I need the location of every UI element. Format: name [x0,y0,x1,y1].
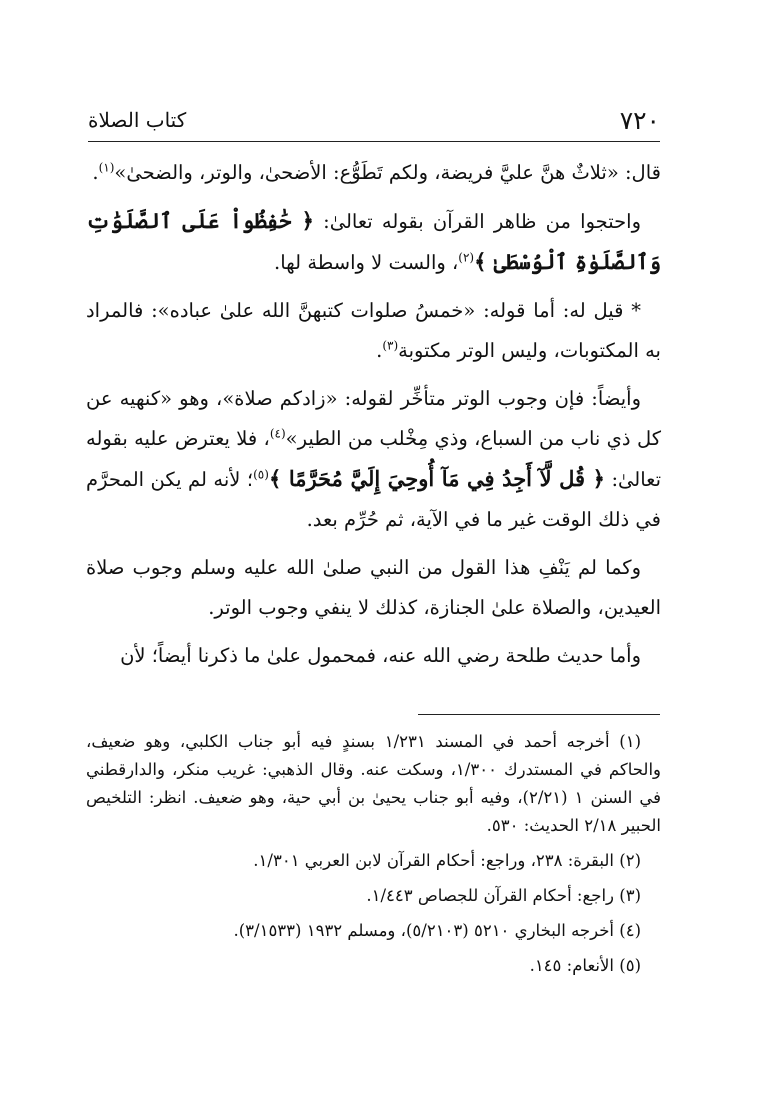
paragraph-4-text-b: ، فلا يعترض عليه بقوله تعالىٰ: [86,427,661,491]
paragraph-3 [86,291,661,371]
footnote-ref-5: (٥) [253,467,269,482]
footnotes [86,728,661,987]
footnote-1: (١) أخرجه أحمد في المسند ١/٢٣١ بسندٍ فيه أبو جناب الكلبي، وهو ضعيف، والحاكم في المستدرك ١/٣٠٠، وسكت عنه. وقال الذهبي: غريب منكر، والدارقطني في السنن ١ (٢/٢١)، وفيه أبو جناب يحيىٰ بن أبي حية، وهو ضعيف. انظر: التلخيص الحبير ٢/١٨ الحديث: ٥٣٠. [86,732,662,835]
quran-verse-1: ﴿ حَٰفِظُواْ عَلَى ٱلصَّلَوَٰتِ وَٱلصَّلَوٰةِ ٱلْوُسْطَىٰ ﴾ [86,208,661,274]
paragraph-4 [86,379,661,540]
footnote-4: (٤) أخرجه البخاري ٥٢١٠ (٥/٢١٠٣)، ومسلم ١٩٣٢ (٣/١٥٣٣). [233,921,641,940]
paragraph-6 [86,636,661,676]
paragraph-2-text-b: ، والست لا واسطة لها. [274,251,459,274]
footnote-ref-1: (١) [98,160,115,175]
footnote-ref-2: (٢) [458,250,475,265]
paragraph-6-text: وأما حديث طلحة رضي الله عنه، فمحمول علىٰ ما ذكرنا أيضاً؛ لأن [120,644,641,667]
paragraph-2-text-a: واحتجوا من ظاهر القرآن بقوله تعالىٰ: [313,210,641,233]
paragraph-4-text-a: وأيضاً: فإن وجوب الوتر متأخِّر لقوله: «زادكم صلاة»، وهو «كنهيه عن كل ذي ناب من السباع، وذي مِخْلب من الطير» [86,387,661,450]
footnote-3: (٣) راجع: أحكام القرآن للجصاص ١/٤٤٣. [366,886,641,905]
page-number: ٧٢٠ [619,106,660,135]
paragraph-1-text: قال: «ثلاثٌ هنَّ عليَّ فريضة، ولكم تَطَوُّع: الأضحىٰ، والوتر، والضحىٰ» [114,161,661,184]
paragraph-5-text: وكما لم يَنْفِ هذا القول من النبي صلىٰ الله عليه وسلم وجوب صلاة العيدين، والصلاة علىٰ الجنازة، كذلك لا ينفي وجوب الوتر. [86,556,661,619]
paragraph-4-text-c: ؛ لأنه لم يكن المحرَّم في ذلك الوقت غير ما في الآية، ثم حُرِّم بعد. [86,468,661,531]
paragraph-5 [86,548,661,628]
footnote-ref-3: (٣) [382,338,399,353]
footnote-5: (٥) الأنعام: ١٤٥. [529,956,641,975]
paragraph-3-end: . [376,339,383,362]
header-divider [88,141,660,142]
footnote-ref-4: (٤) [269,426,286,441]
paragraph-2 [86,201,661,283]
paragraph-1 [86,153,661,193]
paragraph-1-end: . [92,161,99,184]
page-header [88,104,660,134]
running-title: كتاب الصلاة [88,108,187,132]
footnote-divider [418,714,660,715]
paragraph-3-text: * قيل له: أما قوله: «خمسُ صلوات كتبهنَّ الله علىٰ عباده»: فالمراد به المكتوبات، وليس الوتر مكتوبة [86,299,661,362]
main-text [86,153,661,684]
footnote-2: (٢) البقرة: ٢٣٨، وراجع: أحكام القرآن لابن العربي ١/٣٠١. [253,851,641,870]
quran-verse-2: ﴿ قُل لَّآ أَجِدُ فِي مَآ أُوحِيَ إِلَيَّ مُحَرَّمًا ﴾ [268,466,605,491]
